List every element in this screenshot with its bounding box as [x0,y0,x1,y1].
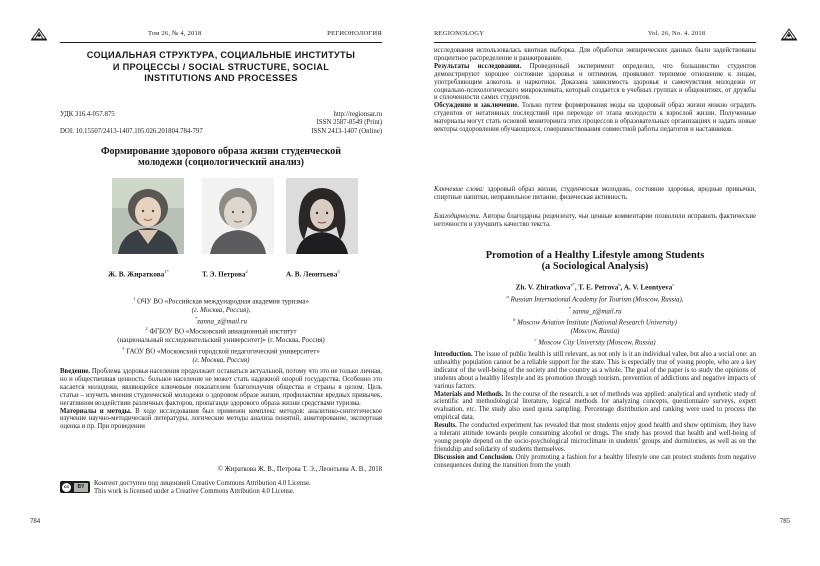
affiliation-line: $^b$ Moscow Aviation Institute (National Research University) [513,317,677,327]
running-head-section: РЕГИОНОЛОГИЯ [327,30,382,37]
affiliation-line: $^3$ ГАОУ ВО «Московский городской педагогический университет» [122,345,320,356]
abstract-text: In the course of the research, a set of methods was applied: analytical and synthetic study of scientific and methodological literature, logical methods for analyzing concepts, questionnaire surveys, expert evaluation, etc. The study also used quota sampling. Percentage distribution and ranking were used to process the empirical data. [434,390,756,422]
author-portraits [60,178,382,288]
issn-online: ISSN 2413-1407 (Online) [311,127,382,135]
affiliation-line: (г. Москва, Россия) [192,355,250,364]
license-block [60,480,382,500]
abstract-text: Проведенный эксперимент определил, что большинство студентов демонстрируют хорошее состояние здоровья и оптимизм, проявляют терпимое отношение к лицам, употребляющим алкоголь и наркотики. Доказана зависимость здоровья и самочувствия молодежи от социально-психологического микроклимата, который создается в учебных группах и общежитиях, от дружбы и сплоченности самих студентов. [434,62,757,102]
affiliation-line: (г. Москва, Россия), [191,305,251,314]
affiliation-line: (Moscow, Russia) [570,327,620,335]
affiliation-line: $^1$ ОЧУ ВО «Российская международная академия туризма» [133,296,309,306]
license-text [94,480,311,496]
abstract-en [434,351,756,470]
abstract-label: Результаты исследования. [434,62,522,70]
abstract-text: исследования использовалась квотная выборка. Для обработки эмпирических данных были задействованы процентное распределение и ранжирование. [434,47,756,62]
acknowledgements-ru [434,213,756,229]
author-name: А. В. Леонтьева$^3$ [286,269,340,279]
author-name: Ж. В. Жираткова$^{1*}$ [108,269,169,279]
title-ru-line: молодежи (социологический анализ) [138,157,304,169]
affiliation-line: $^2$ ФГБОУ ВО «Московский авиационный институт [145,326,297,336]
abstract-label: Обсуждение и заключение. [434,102,519,110]
running-head-rule [60,42,382,43]
abstract-text: Только путем формирования моды на здоровый образ жизни можно оградить студентов от негативных последствий при переходе от этапа молодости к взрослой жизни. Полученные материалы могут стать основой мониторинга этих процессов в образовательных организациях и задать новые векторы оздоровления обучающихся, совершенствования совместной работы педагогов и наставников. [434,102,756,134]
section-heading-line: СОЦИАЛЬНАЯ СТРУКТУРА, СОЦИАЛЬНЫЕ ИНСТИТУТЫ [86,50,356,60]
page-number: 784 [30,518,41,525]
journal-logo-icon [30,26,48,42]
abstract-label: Discussion and Conclusion. [434,453,514,461]
doi[interactable]: DOI: 10.15507/2413-1407.105.026.201804.784-797 [60,127,203,135]
article-title-en [434,250,756,273]
author-photo-leontyeva [286,178,358,254]
affiliations-en [434,293,756,348]
abstract-text: В ходе исследования был применен комплекс методов: аналитико-синтетическое изучение научно-методической литературы, логические методы анализа понятий, анкетирование, экспертная оценка и пр. При проведении [60,407,382,431]
running-head-volume: Vol. 26, No. 4. 2018 [648,30,706,37]
article-title-ru [60,146,382,169]
right-page [410,0,820,566]
page-number: 785 [779,518,790,525]
title-ru-line: Формирование здорового образа жизни студенческой [100,146,342,157]
abstract-text: Проблема здоровья населения продолжает оставаться актуальной, потому что это не только личная, но и общественная ценность: больное население не может стать надежной опорой государства. Особенно это касается молодежи, являющейся ключевым показателем благополучия общества и страны в целом. Цель статьи – изучить мнения студенческой молодежи о здоровом образе жизни, профилактике вредных привычек, негативном воздействии различных факторов, пропаганде здорового образа жизни средствами туризма. [60,368,382,407]
title-en-line: Promotion of a Healthy Lifestyle among Students [485,250,705,261]
abstract-text: The issue of public health is still relevant, as not only is it an individual value, but also a social one: an unhealthy population cannot be a reliable support for the state. This is especially true of young people, who are a key indicator of the well-being of the society and the country as a whole. The goal of the paper is to study the opinions of students about a healthy lifestyle and its promotion through tourism, prevention of addictions and negative impacts of various factors. [434,351,756,390]
abstract-text: Only promoting a fashion for a healthy lifestyle one can protect students from negative consequences during the transition from the youth [434,453,756,469]
license-line: Контент доступен под лицензией Creative Commons Attribution 4.0 License. [94,480,311,487]
acknowledgements-text: Авторы благодарны рецензенту, чьи ценные комментарии позволили исправить фактические неточности и улучшить качество текста. [434,213,756,228]
cc-license-badge-icon[interactable]: cc BY [60,481,90,493]
abstract-label: Materials and Methods. [434,390,504,398]
journal-logo-icon [780,26,798,42]
affiliation-email[interactable]: * zanna_z@mail.ru [568,305,622,315]
affiliations-ru [60,295,382,364]
abstract-text: The conducted experiment has revealed that most students enjoy good health and show optimism, they have a tolerant attitude towards people consuming alcohol or drugs. The study has proved that health and well-being of young people depend on the socio-psychological microclimate in students’ groups and dormitories, as well as on the friendship and solidarity of students themselves. [434,422,757,453]
authors-en: Zh. V. Zhiratkova$^{a*}$, T. E. Petrova$^b$, A. V. Leontyeva$^c$ [515,282,675,292]
affiliation-line: $^c$ Moscow City University (Moscow, Russia) [534,337,656,347]
author-photo-zhiratkova [112,178,184,254]
running-head-rule [434,42,756,43]
section-heading-line: И ПРОЦЕССЫ / SOCIAL STRUCTURE, SOCIAL [112,61,330,72]
udc-code: УДК 316.4-057.875 [60,111,115,118]
keywords-label: Ключевые слова: [434,186,485,193]
section-heading [60,50,382,85]
copyright: © Жираткова Ж. В., Петрова Т. Э., Леонтьева А. В., 2018 [217,466,382,473]
running-head [60,30,382,41]
issn-print: ISSN 2587-8549 (Print) [316,119,382,127]
abstract-label: Введение. [60,368,91,375]
section-heading-line: INSTITUTIONS AND PROCESSES [144,73,298,84]
keywords-text: здоровый образ жизни, студенческая молодежь, состояние здоровья, вредные привычки, спиртные напитки, неправильное питание, физическая активность [434,186,756,201]
running-head-section: REGIONOLOGY [434,30,485,37]
journal-url[interactable]: http://regionsar.ru [333,111,382,118]
abstract-ru-continued [434,47,756,134]
author-photo-petrova [202,178,274,254]
title-en-line: (a Sociological Analysis) [541,261,649,273]
author-name: Т. Э. Петрова$^2$ [202,269,248,279]
affiliation-line: (национальный исследовательский университет)» (г. Москва, Россия) [117,336,325,345]
abstract-ru [60,368,382,431]
running-head [434,30,756,41]
affiliation-email[interactable]: *zanna_z@mail.ru [194,315,248,325]
license-line: This work is licensed under a Creative Commons Attribution 4.0 License. [94,488,295,496]
acknowledgements-label: Благодарности. [434,213,481,220]
article-metadata [60,111,382,136]
keywords-ru [434,186,756,202]
abstract-label: Results. [434,422,457,430]
running-head-volume: Том 26, № 4, 2018 [148,30,202,37]
abstract-label: Introduction. [434,351,473,358]
affiliation-line: $^a$ Russian International Academy for Tourism (Moscow, Russia), [506,294,684,304]
abstract-label: Материалы и методы. [60,407,132,415]
